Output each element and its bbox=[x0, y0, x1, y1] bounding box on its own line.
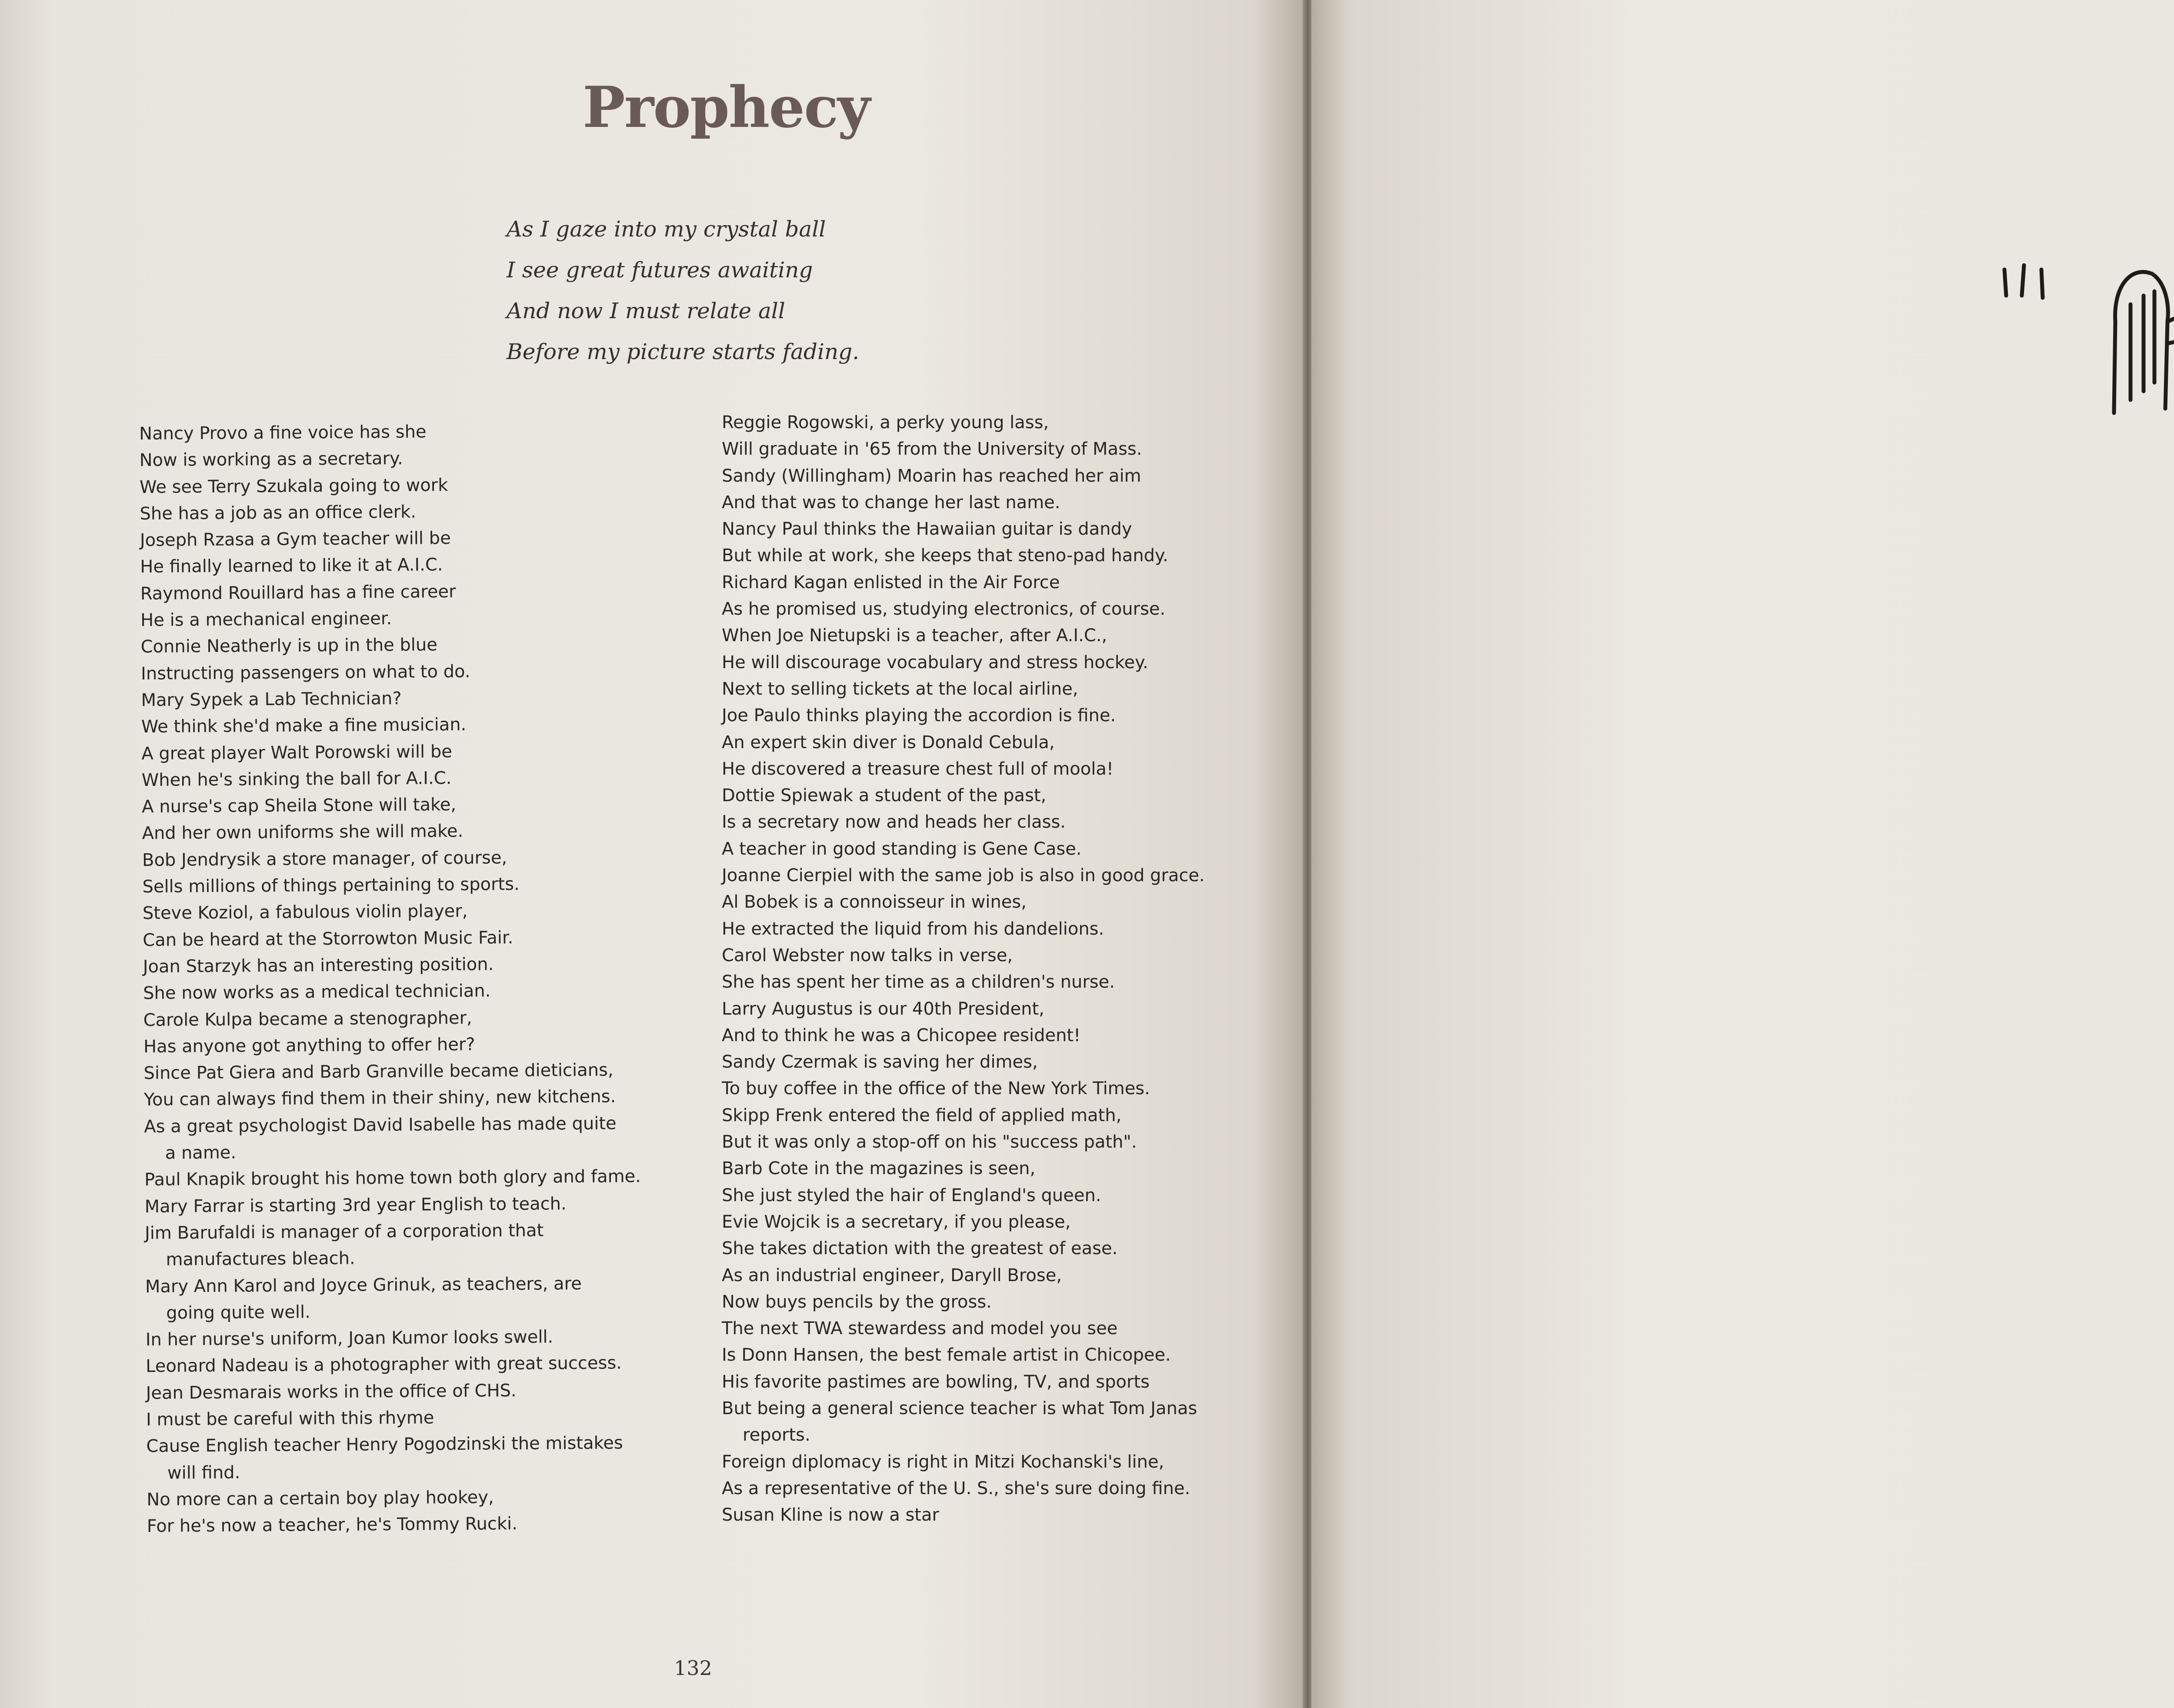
poem-line: And now I must relate all bbox=[507, 298, 785, 323]
poem-line: Before my picture starts fading. bbox=[507, 339, 860, 364]
poem-line: Steve Koziol, a fabulous violin player, bbox=[142, 901, 468, 924]
poem-line: We think she'd make a fine musician. bbox=[141, 715, 467, 737]
poem-line: Richard Kagan enlisted in the Air Force bbox=[722, 572, 1060, 593]
poem-line: He will discourage vocabulary and stress hockey. bbox=[722, 652, 1148, 673]
poem-line: When he's sinking the ball for A.I.C. bbox=[141, 768, 452, 790]
poem-line: Now is working as a secretary. bbox=[139, 449, 403, 471]
poem-line: But while at work, she keeps that steno-pad handy. bbox=[722, 546, 1168, 566]
poem-line: She has spent her time as a children's nurse. bbox=[722, 972, 1115, 992]
poem-line: I must be careful with this rhyme bbox=[146, 1408, 434, 1430]
poem-line: Now buys pencils by the gross. bbox=[722, 1292, 992, 1312]
poem-line: Sells millions of things pertaining to sports. bbox=[142, 874, 520, 897]
poem-line: Joan Starzyk has an interesting position. bbox=[143, 954, 494, 977]
poem-line: He discovered a treasure chest full of moola! bbox=[722, 759, 1114, 779]
poem-line: She now works as a medical technician. bbox=[143, 981, 491, 1004]
poem-line: Is a secretary now and heads her class. bbox=[722, 812, 1066, 832]
poem-line: A teacher in good standing is Gene Case. bbox=[722, 839, 1082, 859]
poem-line: And that was to change her last name. bbox=[722, 492, 1060, 513]
poem-line: Susan Kline is now a star bbox=[722, 1505, 939, 1525]
poem-line: As a great psychologist David Isabelle has made quite bbox=[144, 1113, 617, 1137]
poem-line: Paul Knapik brought his home town both glory and fame. bbox=[144, 1166, 641, 1190]
poem-line: Leonard Nadeau is a photographer with great success. bbox=[146, 1353, 622, 1377]
poem-line: The next TWA stewardess and model you see bbox=[722, 1318, 1118, 1339]
poem-line: He finally learned to like it at A.I.C. bbox=[140, 555, 443, 577]
poem-line: Mary Ann Karol and Joyce Grinuk, as teachers, are bbox=[145, 1273, 582, 1297]
poem-line: She just styled the hair of England's queen. bbox=[722, 1185, 1101, 1205]
nurse-sketch-icon bbox=[2000, 78, 2174, 417]
poem-line: In her nurse's uniform, Joan Kumor looks swell. bbox=[145, 1327, 554, 1350]
poem-line: Instructing passengers on what to do. bbox=[140, 661, 470, 684]
poem-line: But being a general science teacher is what Tom Janas bbox=[722, 1398, 1197, 1418]
poem-line: An expert skin diver is Donald Cebula, bbox=[722, 732, 1055, 752]
poem-line: To buy coffee in the office of the New York Times. bbox=[722, 1079, 1150, 1099]
poem-line: He extracted the liquid from his dandelions. bbox=[722, 919, 1104, 939]
poem-line: Joanne Cierpiel with the same job is also in good grace. bbox=[722, 866, 1205, 886]
poem-line: Sandy (Willingham) Moarin has reached her aim bbox=[722, 466, 1141, 486]
poem-line: Cause English teacher Henry Pogodzinski the mistakes bbox=[146, 1433, 623, 1457]
poem-line: Nancy Paul thinks the Hawaiian guitar is dandy bbox=[722, 519, 1132, 539]
poem-line: Al Bobek is a connoisseur in wines, bbox=[722, 892, 1027, 912]
poem-line: She has a job as an office clerk. bbox=[140, 502, 417, 524]
page-title: Prophecy bbox=[583, 74, 870, 140]
page-number-left: 132 bbox=[674, 1656, 712, 1680]
poem-line: Joseph Rzasa a Gym teacher will be bbox=[140, 528, 451, 551]
poem-line: I see great futures awaiting bbox=[507, 257, 813, 283]
poem-line: Carol Webster now talks in verse, bbox=[722, 945, 1013, 966]
poem-line: No more can a certain boy play hookey, bbox=[147, 1487, 494, 1510]
poem-line: Is Donn Hansen, the best female artist in Chicopee. bbox=[722, 1345, 1171, 1365]
poem-line: His favorite pastimes are bowling, TV, and sports bbox=[722, 1372, 1150, 1392]
poem-line: As I gaze into my crystal ball bbox=[507, 216, 826, 242]
intro-poem bbox=[507, 209, 859, 372]
poem-line: Jim Barufaldi is manager of a corporation that bbox=[144, 1220, 544, 1243]
poem-line: reports. bbox=[743, 1425, 810, 1445]
poem-line: For he's now a teacher, he's Tommy Rucki. bbox=[147, 1514, 518, 1537]
poem-line: A nurse's cap Sheila Stone will take, bbox=[142, 795, 457, 817]
poem-line: You can always find them in their shiny, new kitchens. bbox=[143, 1086, 616, 1110]
poem-line: Mary Farrar is starting 3rd year English to teach. bbox=[144, 1193, 567, 1217]
poem-line: going quite well. bbox=[166, 1302, 311, 1323]
poem-line: As a representative of the U. S., she's sure doing fine. bbox=[722, 1478, 1190, 1498]
poem-line: And her own uniforms she will make. bbox=[142, 821, 463, 844]
prophecy-column-left-2 bbox=[722, 410, 1205, 1528]
poem-line: Barb Cote in the magazines is seen, bbox=[722, 1159, 1036, 1179]
poem-line: As he promised us, studying electronics, of course. bbox=[722, 599, 1166, 619]
prophecy-column-left-1 bbox=[139, 417, 644, 1540]
poem-line: Bob Jendrysik a store manager, of course, bbox=[142, 847, 507, 870]
poem-line: Can be heard at the Storrowton Music Fair. bbox=[143, 927, 513, 950]
poem-line: As an industrial engineer, Daryll Brose, bbox=[722, 1265, 1062, 1285]
poem-line: Nancy Provo a fine voice has she bbox=[139, 422, 427, 444]
poem-line: Sandy Czermak is saving her dimes, bbox=[722, 1052, 1038, 1072]
poem-line: Larry Augustus is our 40th President, bbox=[722, 999, 1044, 1019]
poem-line: Skipp Frenk entered the field of applied math, bbox=[722, 1105, 1122, 1125]
poem-line: We see Terry Szukala going to work bbox=[139, 475, 448, 497]
poem-line: will find. bbox=[167, 1462, 240, 1483]
poem-line: He is a mechanical engineer. bbox=[140, 609, 392, 631]
poem-line: When Joe Nietupski is a teacher, after A.I.C., bbox=[722, 626, 1107, 646]
poem-line: Mary Sypek a Lab Technician? bbox=[141, 688, 402, 710]
poem-line: Carole Kulpa became a stenographer, bbox=[143, 1008, 472, 1030]
poem-line: Jean Desmarais works in the office of CHS. bbox=[146, 1380, 517, 1403]
poem-line: And to think he was a Chicopee resident! bbox=[722, 1025, 1081, 1045]
poem-line: Next to selling tickets at the local airline, bbox=[722, 679, 1078, 699]
poem-line: manufactures bleach. bbox=[166, 1248, 355, 1270]
poem-line: Dottie Spiewak a student of the past, bbox=[722, 786, 1047, 806]
poem-line: Will graduate in '65 from the University of Mass. bbox=[722, 439, 1142, 459]
poem-line: a name. bbox=[165, 1142, 237, 1163]
poem-line: Has anyone got anything to offer her? bbox=[143, 1034, 475, 1057]
poem-line: But it was only a stop-off on his "success path". bbox=[722, 1132, 1137, 1152]
poem-line: Raymond Rouillard has a fine career bbox=[140, 581, 456, 604]
poem-line: Since Pat Giera and Barb Granville became dieticians, bbox=[143, 1060, 614, 1084]
poem-line: Connie Neatherly is up in the blue bbox=[140, 635, 438, 657]
poem-line: A great player Walt Porowski will be bbox=[141, 741, 453, 764]
poem-line: Joe Paulo thinks playing the accordion is fine. bbox=[722, 706, 1116, 726]
poem-line: Reggie Rogowski, a perky young lass, bbox=[722, 413, 1049, 433]
poem-line: Foreign diplomacy is right in Mitzi Kochanski's line, bbox=[722, 1452, 1164, 1472]
poem-line: She takes dictation with the greatest of ease. bbox=[722, 1239, 1118, 1259]
poem-line: Evie Wojcik is a secretary, if you please, bbox=[722, 1212, 1071, 1232]
